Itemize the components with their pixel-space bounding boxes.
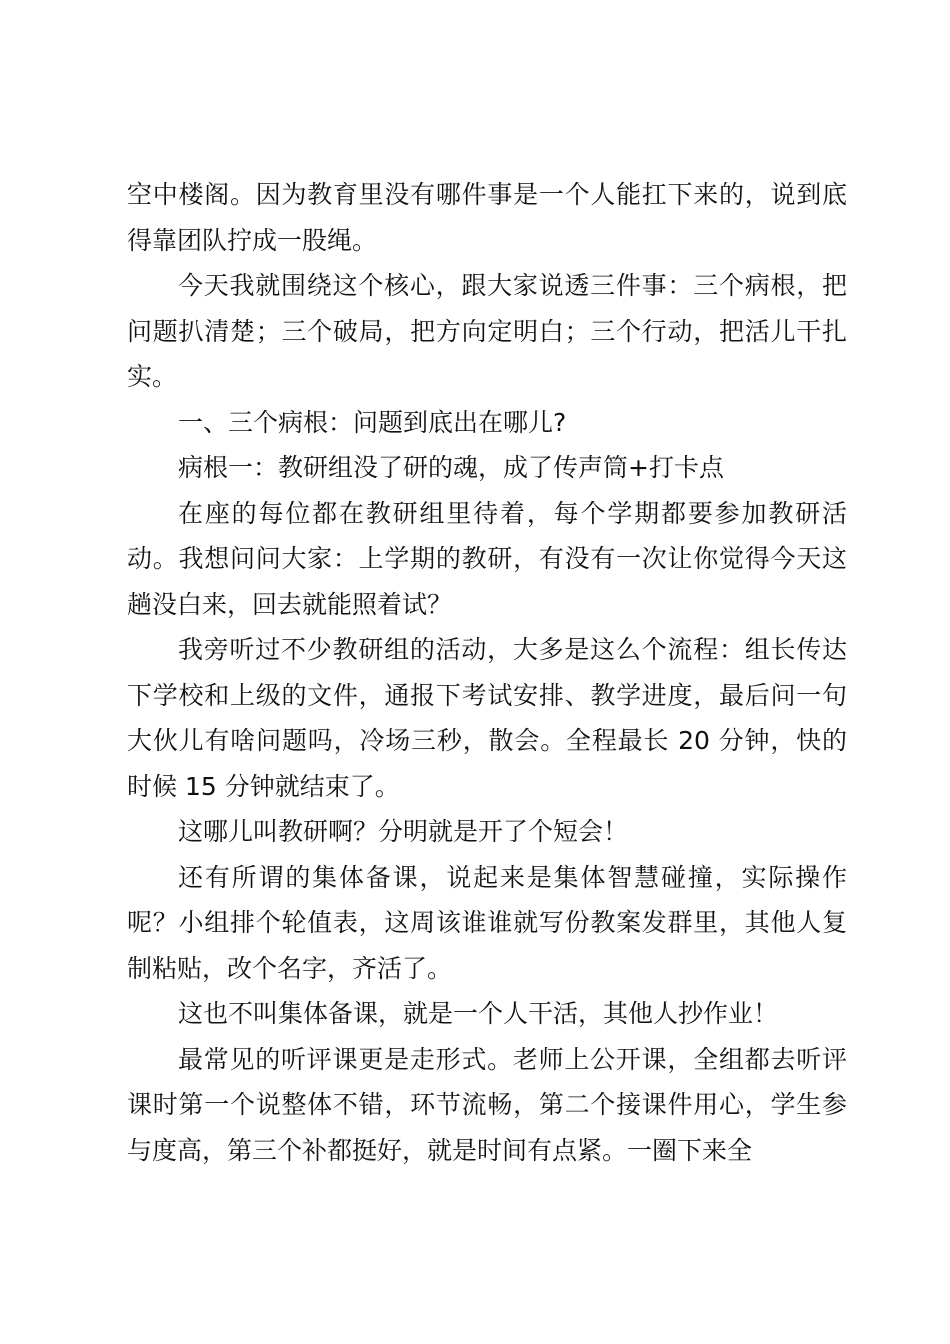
paragraph-1: 空中楼阁。因为教育里没有哪件事是一个人能扛下来的，说到底得靠团队拧成一股绳。 [127, 180, 847, 255]
paragraph-2: 今天我就围绕这个核心，跟大家说透三件事：三个病根，把问题扒清楚；三个破局，把方向定明白；三个行动，把活儿干扎实。 [127, 271, 847, 391]
paragraph-7: 这哪儿叫教研啊？分明就是开了个短会！ [178, 817, 629, 846]
section-heading: 一、三个病根：问题到底出在哪儿? [178, 407, 567, 437]
paragraph-10: 最常见的听评课更是走形式。老师上公开课，全组都去听评课时第一个说整体不错，环节流畅，第二个接课件用心，学生参与度高，第三个补都挺好，就是时间有点紧。一圈下来全 [127, 1044, 847, 1165]
paragraph-6: 我旁听过不少教研组的活动，大多是这么个流程：组长传达下学校和上级的文件，通报下考试安排、教学进度，最后问一句大伙儿有啥问题吗，冷场三秒，散会。全程最长 20 分钟，快的时候 15 分钟就结束了。 [127, 635, 847, 801]
paragraph-5: 在座的每位都在教研组里待着，每个学期都要参加教研活动。我想问问大家：上学期的教研，有没有一次让你觉得今天这趟没白来，回去就能照着试？ [127, 498, 847, 619]
document-body [127, 172, 847, 1173]
subsection-heading: 病根一：教研组没了研的魂，成了传声筒+打卡点 [178, 453, 724, 482]
paragraph-9: 这也不叫集体备课，就是一个人干活，其他人抄作业！ [178, 999, 779, 1028]
paragraph-8: 还有所谓的集体备课，说起来是集体智慧碰撞，实际操作呢？小组排个轮值表，这周该谁谁就写份教案发群里，其他人复制粘贴，改个名字，齐活了。 [127, 862, 847, 983]
